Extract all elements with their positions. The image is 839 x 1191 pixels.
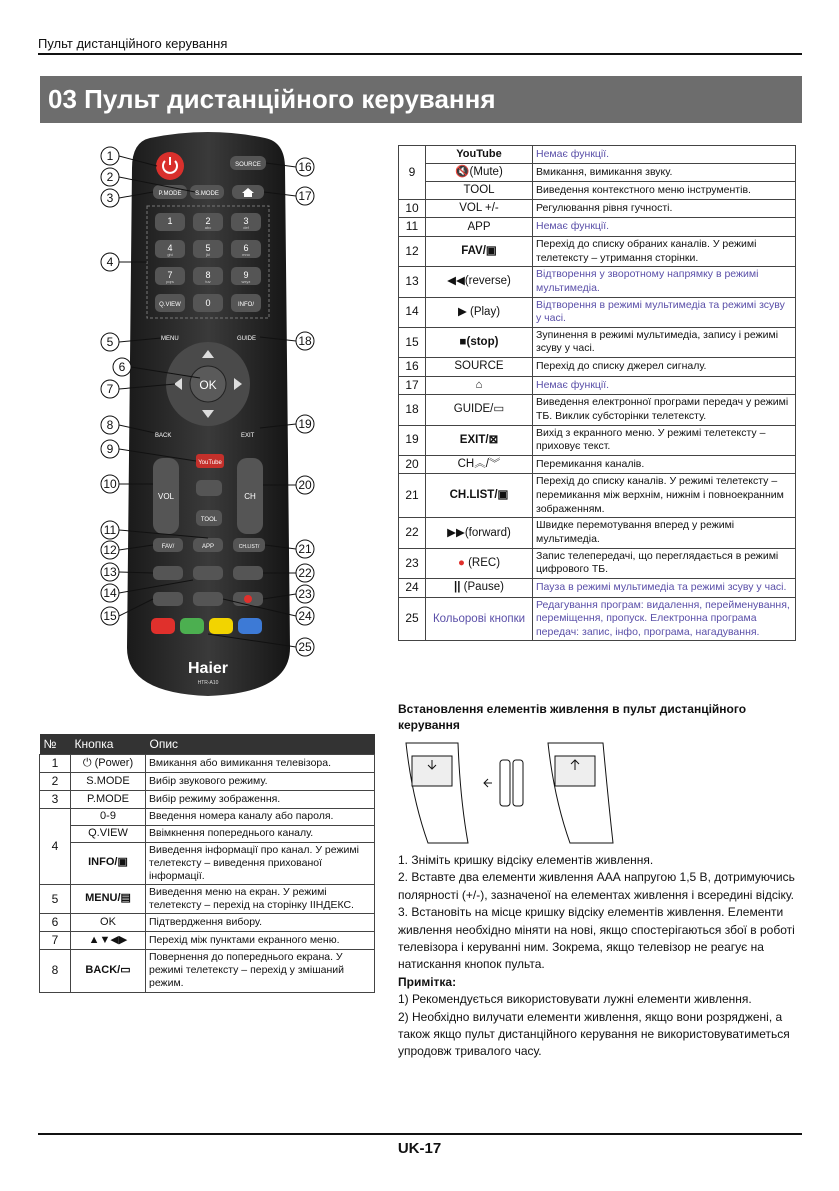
table-row: 24 || (Pause) Пауза в режимі мультимедіа та режимі зсуву у часі. — [399, 578, 796, 597]
callout-11 — [101, 521, 119, 539]
step-3: 3. Встановіть на місце кришку відсіку елементів живлення. Елементи живлення необхідно міняти на нові, якщо спостерігаються збої в роботі телевізора і керуванні ним. Зокрема, якщо телевізор не реагує на натискання кнопок пульта. — [398, 905, 795, 972]
svg-text:16: 16 — [298, 160, 312, 174]
svg-text:tuv: tuv — [205, 279, 211, 284]
svg-text:7: 7 — [106, 382, 114, 396]
svg-text:wxyz: wxyz — [241, 279, 251, 284]
tool-label: TOOL — [200, 517, 218, 523]
red-key — [151, 618, 175, 634]
table-row: 11 APP Немає функції. — [399, 218, 796, 237]
col-desc: Опис — [146, 734, 375, 755]
callout-16 — [296, 158, 314, 176]
note-title: Примітка: — [398, 974, 457, 989]
svg-text:4: 4 — [106, 255, 114, 269]
svg-text:9: 9 — [243, 270, 249, 280]
svg-text:5: 5 — [106, 335, 114, 349]
svg-text:mno: mno — [242, 252, 250, 257]
svg-text:6: 6 — [118, 360, 126, 374]
play-icon: ▶ — [457, 305, 470, 318]
callout-5 — [101, 333, 119, 351]
callout-9 — [101, 440, 119, 458]
vol-label: VOL — [157, 492, 175, 501]
svg-text:3: 3 — [106, 191, 114, 205]
svg-text:19: 19 — [298, 417, 312, 431]
svg-text:15: 15 — [103, 609, 117, 623]
reverse-button — [153, 566, 183, 580]
back-icon: ▭ — [120, 963, 131, 976]
remote-illustration — [95, 128, 325, 698]
callout-1 — [101, 147, 119, 165]
instructions — [398, 852, 798, 1061]
table-row: 25 Кольорові кнопки Редагування програм: видалення, перейменування, переміщення, пропуск. Електронна програма передач: запис, інфо, програма, нагадування. — [399, 597, 796, 641]
guide-icon: ▭ — [493, 403, 505, 416]
callout-2 — [101, 168, 119, 186]
reverse-icon: ◀◀ — [447, 275, 465, 288]
table-row: 4 0-9 Введення номера каналу або пароля. — [40, 809, 375, 826]
svg-text:3: 3 — [243, 216, 249, 226]
svg-text:11: 11 — [103, 523, 117, 537]
install-title: Встановлення елементів живлення в пульт дистанційного керування — [398, 702, 747, 733]
callout-15 — [101, 607, 119, 625]
svg-text:24: 24 — [298, 609, 312, 623]
battery-2 — [513, 760, 523, 806]
svg-text:pqrs: pqrs — [166, 279, 174, 284]
table-row: 8 BACK/▭ Повернення до попереднього екрана. У режимі телетексту – перехід у змішаний режим. — [40, 950, 375, 992]
table-row: 9 YouTube Немає функції. — [399, 146, 796, 164]
pause-icon: || — [454, 581, 464, 594]
table-row: 16 SOURCE Перехід до списку джерел сигналу. — [399, 358, 796, 377]
table-row: 20 CH︽/︾ Перемикання каналів. — [399, 455, 796, 474]
rec-icon: ● — [457, 556, 469, 569]
section-title: 03 Пульт дистанційного керування — [48, 84, 496, 114]
table-row: TOOL Виведення контекстного меню інструментів. — [399, 181, 796, 199]
table-row: 12 FAV/▣ Перехід до списку обраних каналів. У режимі телетексту – утримання сторінки. — [399, 237, 796, 267]
ch-up-down-icon: ︽/︾ — [474, 458, 501, 471]
stop-button — [153, 592, 183, 606]
svg-text:9: 9 — [106, 442, 114, 456]
callout-20 — [296, 476, 314, 494]
table-row: 5 MENU/▤ Виведення меню на екран. У режимі телетексту – перехід на сторінку ІІНДЕКС. — [40, 884, 375, 913]
smode-label: S.MODE — [195, 191, 219, 197]
callout-14 — [101, 584, 119, 602]
svg-text:INFO/: INFO/ — [238, 302, 254, 308]
fav-icon: ▣ — [485, 245, 497, 258]
svg-text:2: 2 — [205, 216, 211, 226]
callout-24 — [296, 607, 314, 625]
svg-text:8: 8 — [205, 270, 211, 280]
table-row: 14 ▶ (Play) Відтворення в режимі мультимедіа та режимі зсуву у часі. — [399, 297, 796, 327]
home-icon: ⌂ — [475, 379, 483, 392]
callout-4 — [101, 253, 119, 271]
svg-text:abc: abc — [204, 225, 212, 230]
stop-icon: ■ — [459, 336, 467, 349]
svg-text:2: 2 — [106, 170, 114, 184]
menu-icon: ▤ — [120, 892, 131, 905]
table-row: 22 ▶▶(forward) Швидке перемотування вперед у режимі мультимедіа. — [399, 518, 796, 548]
exit-label: EXIT — [241, 433, 255, 439]
table-row: 7 ▲▼◀▶ Перехід між пунктами екранного меню. — [40, 932, 375, 950]
svg-text:21: 21 — [298, 542, 312, 556]
col-button: Кнопка — [71, 734, 146, 755]
source-label: SOURCE — [235, 162, 261, 168]
table-row: 21 CH.LIST/▣ Перехід до списку каналів. У режимі телетексту – перемикання між верхнім, нижнім і повноекранним зображенням. — [399, 474, 796, 518]
buttons-table-right — [398, 145, 796, 641]
chlist-icon: ▣ — [497, 489, 509, 502]
col-no: № — [40, 734, 71, 755]
callout-6 — [113, 358, 131, 376]
table-row: 10 VOL +/- Регулювання рівня гучності. — [399, 199, 796, 218]
table-row: Q.VIEW Ввімкнення попереднього каналу. — [40, 825, 375, 842]
menu-label: MENU — [161, 336, 179, 342]
power-icon: ⏻ — [82, 756, 95, 769]
callout-25 — [296, 638, 314, 656]
svg-text:10: 10 — [103, 477, 117, 491]
svg-text:6: 6 — [243, 243, 249, 253]
back-label: BACK — [155, 433, 172, 439]
chlist-label: CH.LIST/ — [238, 544, 260, 550]
table-row: 23 ● (REC) Запис телепередачі, що переглядається в режимі цифрового ТБ. — [399, 548, 796, 578]
header-rule — [38, 53, 802, 55]
svg-text:8: 8 — [106, 418, 114, 432]
mute-button — [196, 480, 222, 496]
table-row: 19 EXIT/⊠ Вихід з екранного меню. У режимі телетексту – приховує текст. — [399, 425, 796, 455]
callout-13 — [101, 563, 119, 581]
power-button — [156, 152, 184, 180]
svg-text:jkl: jkl — [206, 252, 210, 257]
forward-button — [233, 566, 263, 580]
battery-illustration — [398, 738, 618, 848]
svg-text:20: 20 — [298, 478, 312, 492]
yellow-key — [209, 618, 233, 634]
table-header-row — [40, 734, 375, 755]
svg-text:12: 12 — [103, 543, 117, 557]
callout-18 — [296, 332, 314, 350]
page-number: UK-17 — [397, 1140, 442, 1157]
ok-label: OK — [199, 378, 217, 392]
step-2: 2. Вставте два елементи живлення ААА напругою 1,5 В, дотримуючись полярності (+/-), зазначеної на елементах живлення і всередині відсіку. — [398, 870, 795, 902]
svg-text:22: 22 — [298, 566, 312, 580]
info-icon: ▣ — [117, 856, 128, 869]
svg-text:25: 25 — [298, 640, 312, 654]
svg-text:Q.VIEW: Q.VIEW — [159, 302, 181, 308]
rec-icon — [244, 595, 252, 603]
svg-text:13: 13 — [103, 565, 117, 579]
youtube-label: YouTube — [198, 460, 222, 466]
green-key — [180, 618, 204, 634]
note-1: 1) Рекомендується використовувати лужні елементи живлення. — [398, 992, 752, 1007]
callout-8 — [101, 416, 119, 434]
pause-button — [193, 592, 223, 606]
guide-label: GUIDE — [237, 336, 257, 342]
callout-17 — [296, 187, 314, 205]
table-row: 13 ◀◀(reverse) Відтворення у зворотному напрямку в режимі мультимедіа. — [399, 267, 796, 297]
note-2: 2) Необхідно вилучати елементи живлення, якщо вони розряджені, а також якщо пульт дистанційного керування не використовуватиметься упродовж тривалого часу. — [398, 1009, 790, 1059]
table-row: 15 ■(stop) Зупинення в режимі мультимедіа, запису і режимі зсуву у часі. — [399, 327, 796, 357]
svg-text:1: 1 — [167, 216, 173, 226]
table-row: 6 OK Підтвердження вибору. — [40, 914, 375, 932]
app-label: APP — [201, 544, 215, 550]
buttons-table-left — [39, 734, 375, 993]
brand-logo: Haier — [187, 660, 229, 677]
svg-text:14: 14 — [103, 586, 117, 600]
svg-text:5: 5 — [205, 243, 211, 253]
svg-text:0: 0 — [205, 298, 211, 308]
svg-text:23: 23 — [298, 587, 312, 601]
section-banner — [40, 76, 802, 123]
youtube-icon: YouTube — [456, 148, 502, 160]
callout-12 — [101, 541, 119, 559]
fav-label: FAV/ — [161, 544, 175, 550]
ch-label: CH — [244, 492, 256, 501]
svg-text:def: def — [243, 225, 249, 230]
svg-text:17: 17 — [298, 189, 312, 203]
arrow-left-icon — [484, 779, 492, 787]
callout-21 — [296, 540, 314, 558]
running-header: Пульт дистанційного керування — [38, 36, 228, 51]
callout-3 — [101, 189, 119, 207]
battery-1 — [500, 760, 510, 806]
callout-23 — [296, 585, 314, 603]
pmode-label: P.MODE — [158, 191, 182, 197]
exit-icon: ⊠ — [488, 433, 499, 446]
svg-text:4: 4 — [167, 243, 173, 253]
svg-text:18: 18 — [298, 334, 312, 348]
table-row: INFO/▣ Виведення інформації про канал. У режимі телетексту – виведення прихованої інформації. — [40, 842, 375, 884]
table-row: 18 GUIDE/▭ Виведення електронної програми передач у режимі ТБ. Виклик субсторінки телетексту. — [399, 395, 796, 425]
callout-22 — [296, 564, 314, 582]
callout-10 — [101, 475, 119, 493]
svg-text:ghi: ghi — [167, 252, 173, 257]
step-1: 1. Зніміть кришку відсіку елементів живлення. — [398, 853, 654, 867]
table-row: 3 P.MODE Вибір режиму зображення. — [40, 791, 375, 809]
svg-text:1: 1 — [106, 149, 114, 163]
callout-19 — [296, 415, 314, 433]
table-row: 17 ⌂ Немає функції. — [399, 376, 796, 395]
table-row: 🔇(Mute) Вмикання, вимикання звуку. — [399, 163, 796, 181]
table-row: 2 S.MODE Вибір звукового режиму. — [40, 773, 375, 791]
table-row: 1 ⏻ (Power) Вмикання або вимикання телевізора. — [40, 755, 375, 773]
play-button — [193, 566, 223, 580]
blue-key — [238, 618, 262, 634]
svg-text:7: 7 — [167, 270, 173, 280]
mute-icon: 🔇 — [455, 165, 470, 178]
forward-icon: ▶▶ — [447, 526, 465, 539]
callout-7 — [101, 380, 119, 398]
model-label: HTR-A10 — [197, 680, 219, 686]
footer-rule — [38, 1133, 802, 1135]
